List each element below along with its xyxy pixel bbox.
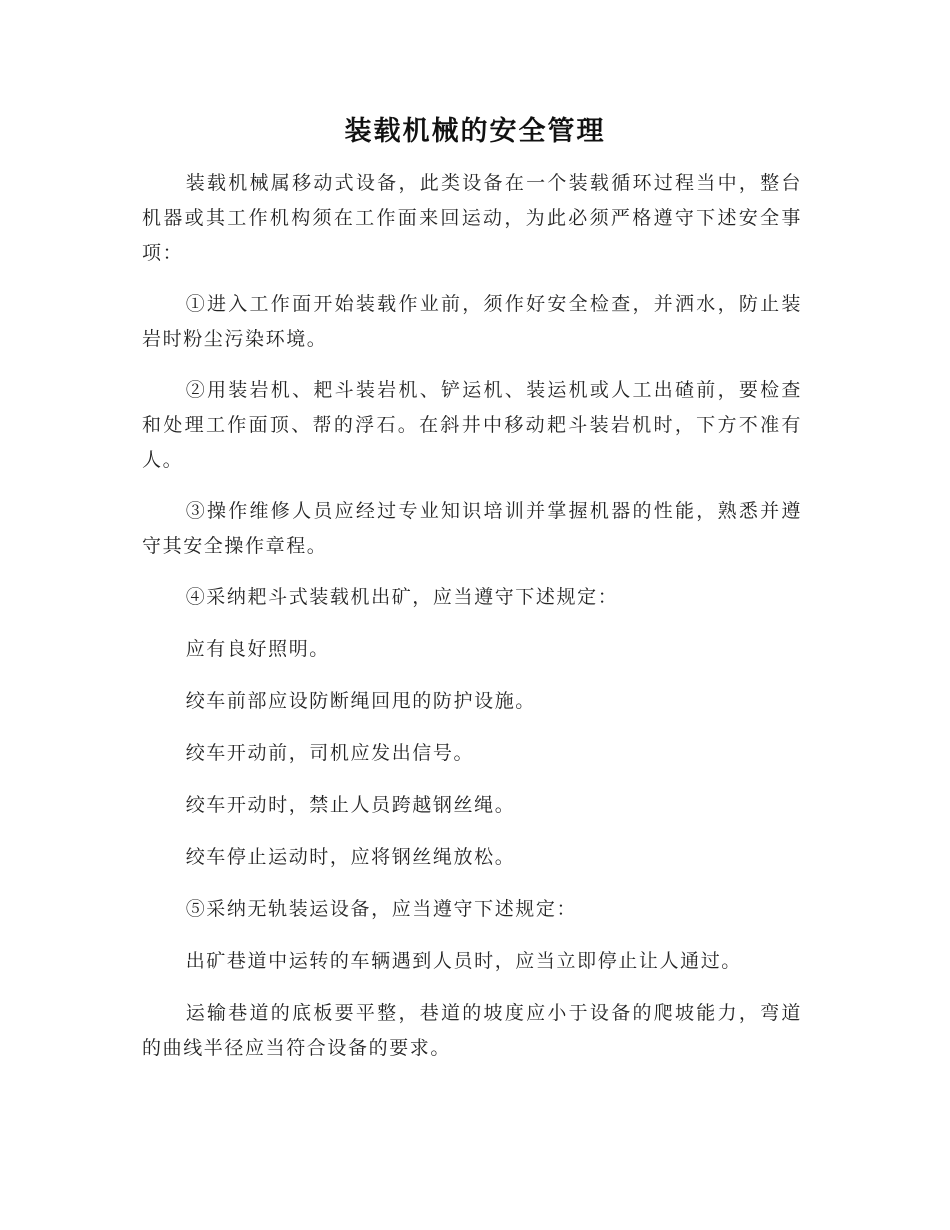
- paragraph-rule-slack: 绞车停止运动时，应将钢丝绳放松。: [185, 846, 516, 868]
- paragraph-rule-stop-vehicle: 出矿巷道中运转的车辆遇到人员时，应当立即停止让人通过。: [185, 950, 742, 972]
- paragraph-intro: 装载机械属移动式设备，此类设备在一个装载循环过程当中，整台机器或其工作机构须在工作面来回运动，为此必须严格遵守下述安全事项：: [142, 172, 802, 264]
- paragraph-rule-roadway: 运输巷道的底板要平整，巷道的坡度应小于设备的爬坡能力，弯道的曲线半径应当符合设备的要求。: [142, 1002, 802, 1059]
- paragraph-rule-lighting: 应有良好照明。: [185, 638, 330, 660]
- paragraph-rule-guard: 绞车前部应设防断绳回甩的防护设施。: [185, 690, 536, 712]
- paragraph-rule-signal: 绞车开动前，司机应发出信号。: [185, 742, 475, 764]
- paragraph-item-4: ④采纳耙斗式装载机出矿，应当遵守下述规定：: [185, 586, 619, 608]
- paragraph-item-3: ③操作维修人员应经过专业知识培训并掌握机器的性能，熟悉并遵守其安全操作章程。: [142, 500, 802, 557]
- document-title: 装载机械的安全管理: [344, 116, 606, 147]
- paragraph-item-5: ⑤采纳无轨装运设备，应当遵守下述规定：: [185, 898, 578, 920]
- paragraph-rule-no-crossing: 绞车开动时，禁止人员跨越钢丝绳。: [185, 794, 516, 816]
- paragraph-item-2: ②用装岩机、耙斗装岩机、铲运机、装运机或人工出碴前，要检查和处理工作面顶、帮的浮石。在斜井中移动耙斗装岩机时，下方不准有人。: [142, 379, 802, 471]
- document-body: [142, 166, 802, 1082]
- paragraph-item-1: ①进入工作面开始装载作业前，须作好安全检查，并洒水，防止装岩时粉尘污染环境。: [142, 293, 802, 350]
